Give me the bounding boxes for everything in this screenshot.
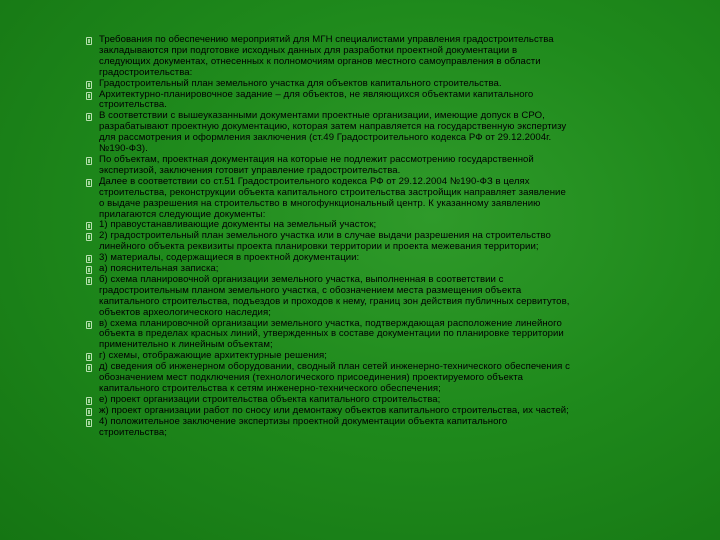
list-item-text: Далее в соответствии со ст.51 Градостроительного кодекса РФ от 29.12.2004 №190-ФЗ в целях строительства, реконструкции объекта капитального строительства застройщик направляет заявление о выдаче разрешения на строительство в многофункциональный центр. К указанному заявлению прилагаются следующие документы: <box>99 175 566 220</box>
list-item <box>86 90 686 112</box>
square-bullet-icon <box>86 397 92 405</box>
list-item <box>86 155 686 177</box>
square-bullet-icon <box>86 321 92 329</box>
list-item <box>86 275 686 319</box>
square-bullet-icon <box>86 353 92 361</box>
list-item <box>86 177 686 221</box>
list-item-text: д) сведения об инженерном оборудовании, сводный план сетей инженерно-технического обеспечения с обозначением мест подключения (технологического присоединения) проектируемого объекта капитального строительства к сетям инженерно-технического обеспечения; <box>99 361 570 394</box>
list-item <box>86 417 686 439</box>
list-item-text: ж) проект организации работ по сносу или демонтажу объектов капитального строительства, их частей; <box>99 404 569 416</box>
square-bullet-icon <box>86 277 92 285</box>
bullet-list <box>86 35 686 439</box>
list-item-text: 4) положительное заключение экспертизы проектной документации объекта капитального строительства; <box>99 415 508 438</box>
list-item-text: В соответствии с вышеуказанными документами проектные организации, имеющие допуск в СРО, разрабатывают проектную документацию, которая затем направляется на государственную экспертизу для рассмотрения и оформления заключения (ст.49 Градостроительного кодекса РФ от 29.12.2004г. №190-ФЗ). <box>99 110 567 155</box>
list-item <box>86 111 686 155</box>
list-item-text: Требования по обеспечению мероприятий для МГН специалистами управления градостроительства закладываются при подготовке исходных данных для разработки проектной документации в следующих документах, отнесенных к полномочиям органов местного самоуправления в области градостроительства: <box>99 34 554 78</box>
list-item <box>86 79 686 90</box>
square-bullet-icon <box>86 157 92 165</box>
square-bullet-icon <box>86 37 92 45</box>
square-bullet-icon <box>86 233 92 241</box>
square-bullet-icon <box>86 81 92 89</box>
square-bullet-icon <box>86 419 92 427</box>
list-item-text: а) пояснительная записка; <box>99 263 219 275</box>
list-item-text: в) схема планировочной организации земельного участка, подтверждающая расположение линейного объекта в пределах красных линий, утвержденных в составе документации по планировке территории применительно к линейным объектам; <box>99 317 564 351</box>
square-bullet-icon <box>86 266 92 274</box>
square-bullet-icon <box>86 179 92 187</box>
list-item-text: г) схемы, отображающие архитектурные решения; <box>99 350 327 362</box>
list-item-text: Градостроительный план земельного участка для объектов капитального строительства. <box>99 77 502 89</box>
list-item <box>86 231 686 253</box>
list-item-text: 2) градостроительный план земельного участка или в случае выдачи разрешения на строительство линейного объекта реквизиты проекта планировки территории и проекта межевания территории; <box>99 230 551 253</box>
list-item <box>86 362 686 395</box>
square-bullet-icon <box>86 222 92 230</box>
list-item <box>86 35 686 79</box>
square-bullet-icon <box>86 408 92 416</box>
list-item-text: 3) материалы, содержащиеся в проектной документации: <box>99 252 360 264</box>
square-bullet-icon <box>86 255 92 263</box>
list-item-text: е) проект организации строительства объекта капитального строительства; <box>99 393 441 405</box>
list-item-text: По объектам, проектная документация на которые не подлежит рассмотрению государственной экспертизой, заключения готовит управление градостроительства. <box>99 153 534 176</box>
list-item-text: 1) правоустанавливающие документы на земельный участок; <box>99 219 377 231</box>
square-bullet-icon <box>86 364 92 372</box>
square-bullet-icon <box>86 113 92 121</box>
list-item-text: б) схема планировочной организации земельного участка, выполненная в соответствии с градостроительным планом земельного участка, с обозначением места размещения объекта капитального строительства, подъездов и проходов к нему, границ зон действия публичных сервитутов, объектов археологического наследия; <box>99 273 570 318</box>
list-item <box>86 319 686 352</box>
square-bullet-icon <box>86 92 92 100</box>
list-item-text: Архитектурно-планировочное задание – для объектов, не являющихся объектами капитального строительства. <box>99 88 534 111</box>
